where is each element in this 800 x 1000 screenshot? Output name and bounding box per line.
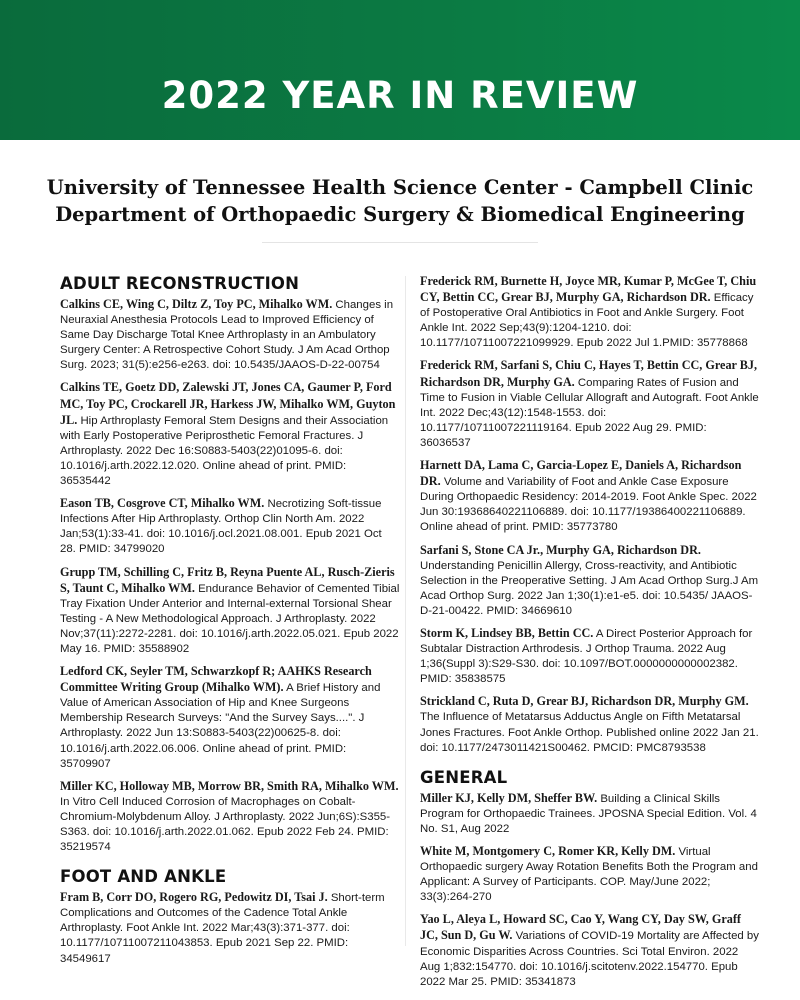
citation-text: Efficacy of Postoperative Oral Antibiotics in Foot and Ankle Surgery. Foot Ankle Int. 2022 Sep;43(9):1204-1210. doi: 10.1177/10711007221099929. Epub 2022 Jul 1.PMID: 35778868 <box>420 292 754 350</box>
citation-authors: Ledford CK, Seyler TM, Schwarzkopf R; AAHKS Research Committee Writing Group (Mihalko WM). <box>60 664 372 695</box>
citation-text: Variations of COVID-19 Mortality are Affected by Economic Disparities Across Countries. Sci Total Environ. 2022 Aug 1;832:154770. doi: 10.1016/j.scitotenv.2022.154770. Epub 2022 Mar 25. PMID: 35341873 <box>420 930 759 988</box>
citation-entry <box>60 496 400 557</box>
citation-entry <box>420 912 760 989</box>
citation-text: A Direct Posterior Approach for Subtalar Distraction Arthrodesis. J Orthop Trauma. 2022 Aug 1;36(Suppl 3):S29-S30. doi: 10.1097/BOT.0000000000002382. PMID: 35838575 <box>420 627 753 686</box>
citation-authors: Harnett DA, Lama C, Garcia-Lopez E, Daniels A, Richardson DR. <box>420 458 742 489</box>
citation-authors: Yao L, Aleya L, Howard SC, Cao Y, Wang CY, Day SW, Graff JC, Sun D, Gu W. <box>420 912 741 943</box>
citation-text: Understanding Penicillin Allergy, Cross-reactivity, and Antibiotic Selection in the Preoperative Setting. J Am Acad Orthop Surg.J Am Acad Orthop Surg. 2022 Jan 1;30(1):e1-e5. doi: 10.5435/ JAAOS-D-21-00422. PMID: 34669610 <box>420 559 759 617</box>
page-title: 2022 YEAR IN REVIEW <box>161 74 639 117</box>
citation-authors: Frederick RM, Burnette H, Joyce MR, Kumar P, McGee T, Chiu CY, Bettin CC, Grear BJ, Murphy GA, Richardson DR. <box>420 274 757 305</box>
citation-text: Changes in Neuraxial Anesthesia Protocols Lead to Improved Efficiency of Same Day Discharge Total Knee Arthroplasty in an Ambulatory Surgery Center: A Retrospective Cohort Study. J Am Acad Orthop Surg. 2023; 31(5):e256-e263. doi: 10.5435/JAAOS-D-22-00754 <box>60 299 394 372</box>
citation-authors: Storm K, Lindsey BB, Bettin CC. <box>420 625 594 640</box>
citation-entry <box>60 565 400 658</box>
citation-text: The Influence of Metatarsus Adductus Angle on Fifth Metatarsal Jones Fractures. Foot Ankle Orthop. Published online 2022 Jan 21. doi: 10.1177/2473011421S00462. PMCID: PMC8793538 <box>420 711 759 754</box>
citation-text: Endurance Behavior of Cemented Tibial Tray Fixation Under Anterior and Internal-external Torsional Shear Testing - A New Methodological Approach. J Arthroplasty. 2022 Nov;37(11):2272-2281. doi: 10.1016/j.arth.2022.05.021. Epub 2022 May 16. PMID: 35588902 <box>60 582 400 655</box>
citation-text: Virtual Orthopaedic surgery Away Rotation Benefits Both the Program and Applicant: A Survey of Participants. COP. May/June 2022; 33(3):264-270 <box>420 846 758 904</box>
citation-entry <box>60 664 400 772</box>
citation-text: A Brief History and Value of American Association of Hip and Knee Surgeons Membership Research Surveys: "And the Survey Says....". J Arthroplasty. 2022 Jun 13:S0883-5403(22)00625-8. doi: 10.1016/j.arth.2022.06.006. Online ahead of print. PMID: 35709907 <box>60 682 381 770</box>
citation-text: Volume and Variability of Foot and Ankle Case Exposure During Orthopaedic Residency: 2014-2019. Foot Ankle Spec. 2022 Jun 30:19368640221106889. doi: 10.1177/19386400221106889. Online ahead of print. PMID: 35773780 <box>420 476 757 534</box>
citation-authors: Frederick RM, Sarfani S, Chiu C, Hayes T, Bettin CC, Grear BJ, Richardson DR, Murphy GA. <box>420 358 758 389</box>
citation-authors: Calkins TE, Goetz DD, Zalewski JT, Jones CA, Gaumer P, Ford MC, Toy PC, Crockarell JR, Harkess JW, Mihalko WM, Guyton JL. <box>60 380 396 427</box>
institution-line-1: University of Tennessee Health Science Center - Campbell Clinic <box>46 176 754 199</box>
institution-heading <box>0 174 800 228</box>
citation-entry <box>420 844 760 905</box>
citation-entry <box>420 458 760 535</box>
left-column <box>60 274 400 974</box>
column-divider <box>405 276 406 946</box>
institution-line-2: Department of Orthopaedic Surgery & Biomedical Engineering <box>55 203 745 226</box>
citation-text: Short-term Complications and Outcomes of the Cadence Total Ankle Arthroplasty. Foot Ankle Int. 2022 Mar;43(3):371-377. doi: 10.1177/10711007211043853. Epub 2021 Sep 22. PMID: 34549617 <box>60 892 385 965</box>
citation-entry <box>420 791 760 837</box>
citation-authors: Sarfani S, Stone CA Jr., Murphy GA, Richardson DR. <box>420 542 701 557</box>
citation-authors: Calkins CE, Wing C, Diltz Z, Toy PC, Mihalko WM. <box>60 297 333 311</box>
citation-authors: Eason TB, Cosgrove CT, Mihalko WM. <box>60 496 265 511</box>
citation-text: In Vitro Cell Induced Corrosion of Macrophages on Cobalt-Chromium-Molybdenum Alloy. J Arthroplasty. 2022 Jun;6S):S355-S363. doi: 10.1016/j.arth.2022.01.062. Epub 2022 Feb 24. PMID: 35219574 <box>60 795 391 854</box>
citation-text: Building a Clinical Skills Program for Orthopaedic Trainees. JPOSNA Special Edition. Vol. 4 No. S1, Aug 2022 <box>420 792 757 835</box>
citation-authors: Strickland C, Ruta D, Grear BJ, Richardson DR, Murphy GM. <box>420 694 749 709</box>
citation-text: Hip Arthroplasty Femoral Stem Designs and their Association with Early Postoperative Periprosthetic Femoral Fractures. J Arthroplasty. 2022 Dec 16:S0883-5403(22)01095-6. doi: 10.1016/j.arth.2022.12.020. Online ahead of print. PMID: 36535442 <box>60 414 389 488</box>
citation-entry <box>60 779 400 855</box>
citation-entry <box>420 274 760 351</box>
citation-authors: Grupp TM, Schilling C, Fritz B, Reyna Puente AL, Rusch-Zieris S, Taunt C, Mihalko WM. <box>60 564 395 595</box>
citation-entry <box>420 543 760 619</box>
right-column <box>420 274 760 997</box>
citation-entry <box>60 890 400 966</box>
citation-entry <box>420 358 760 451</box>
citation-text: Comparing Rates of Fusion and Time to Fusion in Viable Cellular Allograft and Autograft. Foot Ankle Int. 2022 Dec;43(12):1548-1553. doi: 10.1177/10711007221119164. Epub 2022 Aug 29. PMID: 36036537 <box>420 376 759 449</box>
citation-entry <box>420 694 760 755</box>
header-banner <box>0 0 800 140</box>
section-title-foot-and-ankle: FOOT AND ANKLE <box>60 867 227 887</box>
divider <box>262 242 538 243</box>
citation-authors: Miller KC, Holloway MB, Morrow BR, Smith RA, Mihalko WM. <box>60 778 399 793</box>
citation-text: Necrotizing Soft-tissue Infections After Hip Arthroplasty. Orthop Clin North Am. 2022 Jan;53(1):33-41. doi: 10.1016/j.ocl.2021.08.001. Epub 2021 Oct 28. PMID: 34799020 <box>60 498 382 556</box>
citation-authors: White M, Montgomery C, Romer KR, Kelly DM. <box>420 844 676 858</box>
citation-authors: Fram B, Corr DO, Rogero RG, Pedowitz DI, Tsai J. <box>60 890 328 905</box>
citation-entry <box>60 380 400 489</box>
citation-entry <box>60 297 400 373</box>
citation-authors: Miller KJ, Kelly DM, Sheffer BW. <box>420 790 598 805</box>
citation-entry <box>420 626 760 687</box>
section-title-adult-reconstruction: ADULT RECONSTRUCTION <box>60 274 300 293</box>
section-title-general: GENERAL <box>420 767 508 787</box>
